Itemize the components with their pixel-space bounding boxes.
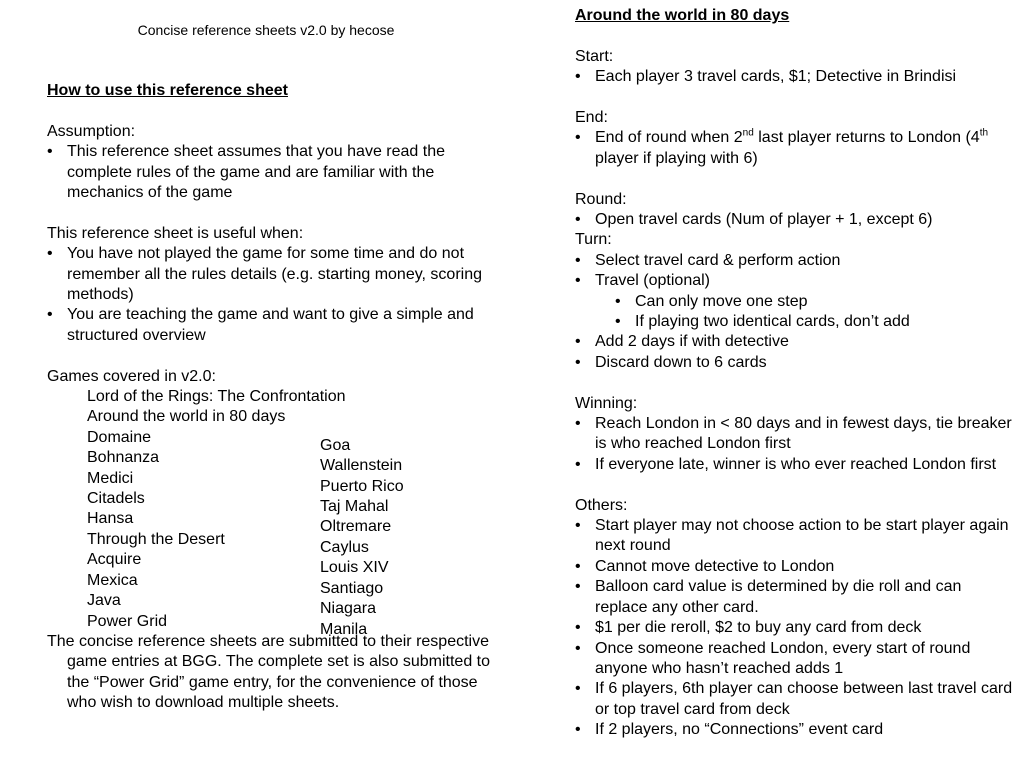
others-item: • If 2 players, no “Connections” event card [575,720,1015,740]
others-item: • $1 per die reroll, $2 to buy any card from deck [575,618,1015,638]
game-item: Niagara [320,600,377,618]
winning-item: • If everyone late, winner is who ever reached London first [575,455,1015,475]
page-title: Concise reference sheets v2.0 by hecose [137,22,395,38]
game-item: Manila [320,620,368,638]
end-label: End: [575,109,608,126]
game-item: Citadels [87,490,145,508]
games-column-2 [320,436,404,640]
useful-item: • You have not played the game for some time and do not remember all the rules details (e.g. starting money, scoring methods) [47,244,507,305]
right-column [575,6,1015,741]
turn-sub-item: • Can only move one step [615,292,1015,312]
others-item: • If 6 players, 6th player can choose between last travel card or top travel card from deck [575,679,1015,720]
round-label: Round: [575,190,627,208]
game-item: Taj Mahal [320,498,389,516]
game-item: Bohnanza [87,449,160,467]
game-item: Medici [87,469,134,487]
game-item: Acquire [87,551,142,569]
game-item: Lord of the Rings: The Confrontation [87,388,346,406]
game-item: Hansa [87,510,134,528]
game-item: Louis XIV [320,559,389,577]
game-item: Java [87,592,121,610]
game-item: Goa [320,436,351,454]
winning-item: • Reach London in < 80 days and in fewest days, tie breaker is who reached London first [575,414,1015,455]
others-label: Others: [575,496,628,514]
others-item: • Start player may not choose action to be start player again next round [575,516,1015,557]
games-label: Games covered in v2.0: [47,367,216,385]
games-column-1 [87,428,225,632]
usage-heading: How to use this reference sheet [47,82,288,99]
start-label: Start: [575,47,614,65]
game-item: Power Grid [87,612,168,630]
others-item: • Balloon card value is determined by die roll and can replace any other card. [575,577,1015,618]
others-item: • Once someone reached London, every start of round anyone who hasn’t reached adds 1 [575,639,1015,680]
turn-sub-item: • If playing two identical cards, don’t add [615,312,1015,332]
useful-item: • You are teaching the game and want to give a simple and structured overview [47,305,507,346]
game-heading: Around the world in 80 days [575,7,790,24]
game-item: Caylus [320,538,369,556]
round-item: • Open travel cards (Num of player + 1, except 6) [575,210,1015,230]
turn-item: • Add 2 days if with detective [575,332,1015,352]
game-item: Around the world in 80 days [87,408,286,426]
assumption-label: Assumption: [47,122,136,140]
start-item: • Each player 3 travel cards, $1; Detective in Brindisi [575,67,1015,87]
turn-item: • Select travel card & perform action [575,251,1015,271]
game-item: Mexica [87,571,138,589]
games-list [47,428,507,638]
game-item: Wallenstein [320,457,403,475]
game-item: Oltremare [320,518,392,536]
turn-item: • Discard down to 6 cards [575,353,1015,373]
game-item: Puerto Rico [320,477,404,495]
useful-label: This reference sheet is useful when: [47,224,304,242]
end-item: • End of round when 2nd last player returns to London (4th player if playing with 6) [575,128,1015,169]
game-item: Domaine [87,428,152,446]
assumption-item: • This reference sheet assumes that you have read the complete rules of the game and are familiar with the mechanics of the game [47,142,507,203]
others-item: • Cannot move detective to London [575,557,1015,577]
turn-item: • Travel (optional) [575,271,1015,291]
game-item: Santiago [320,579,384,597]
closing-paragraph: The concise reference sheets are submitted to their respective game entries at BGG. The complete set is also submitted to the “Power Grid” game entry, for the convenience of those who wish to download multiple sheets. [47,632,491,712]
turn-label: Turn: [575,231,612,249]
game-item: Through the Desert [87,530,225,548]
winning-label: Winning: [575,394,638,412]
left-column [47,81,507,713]
